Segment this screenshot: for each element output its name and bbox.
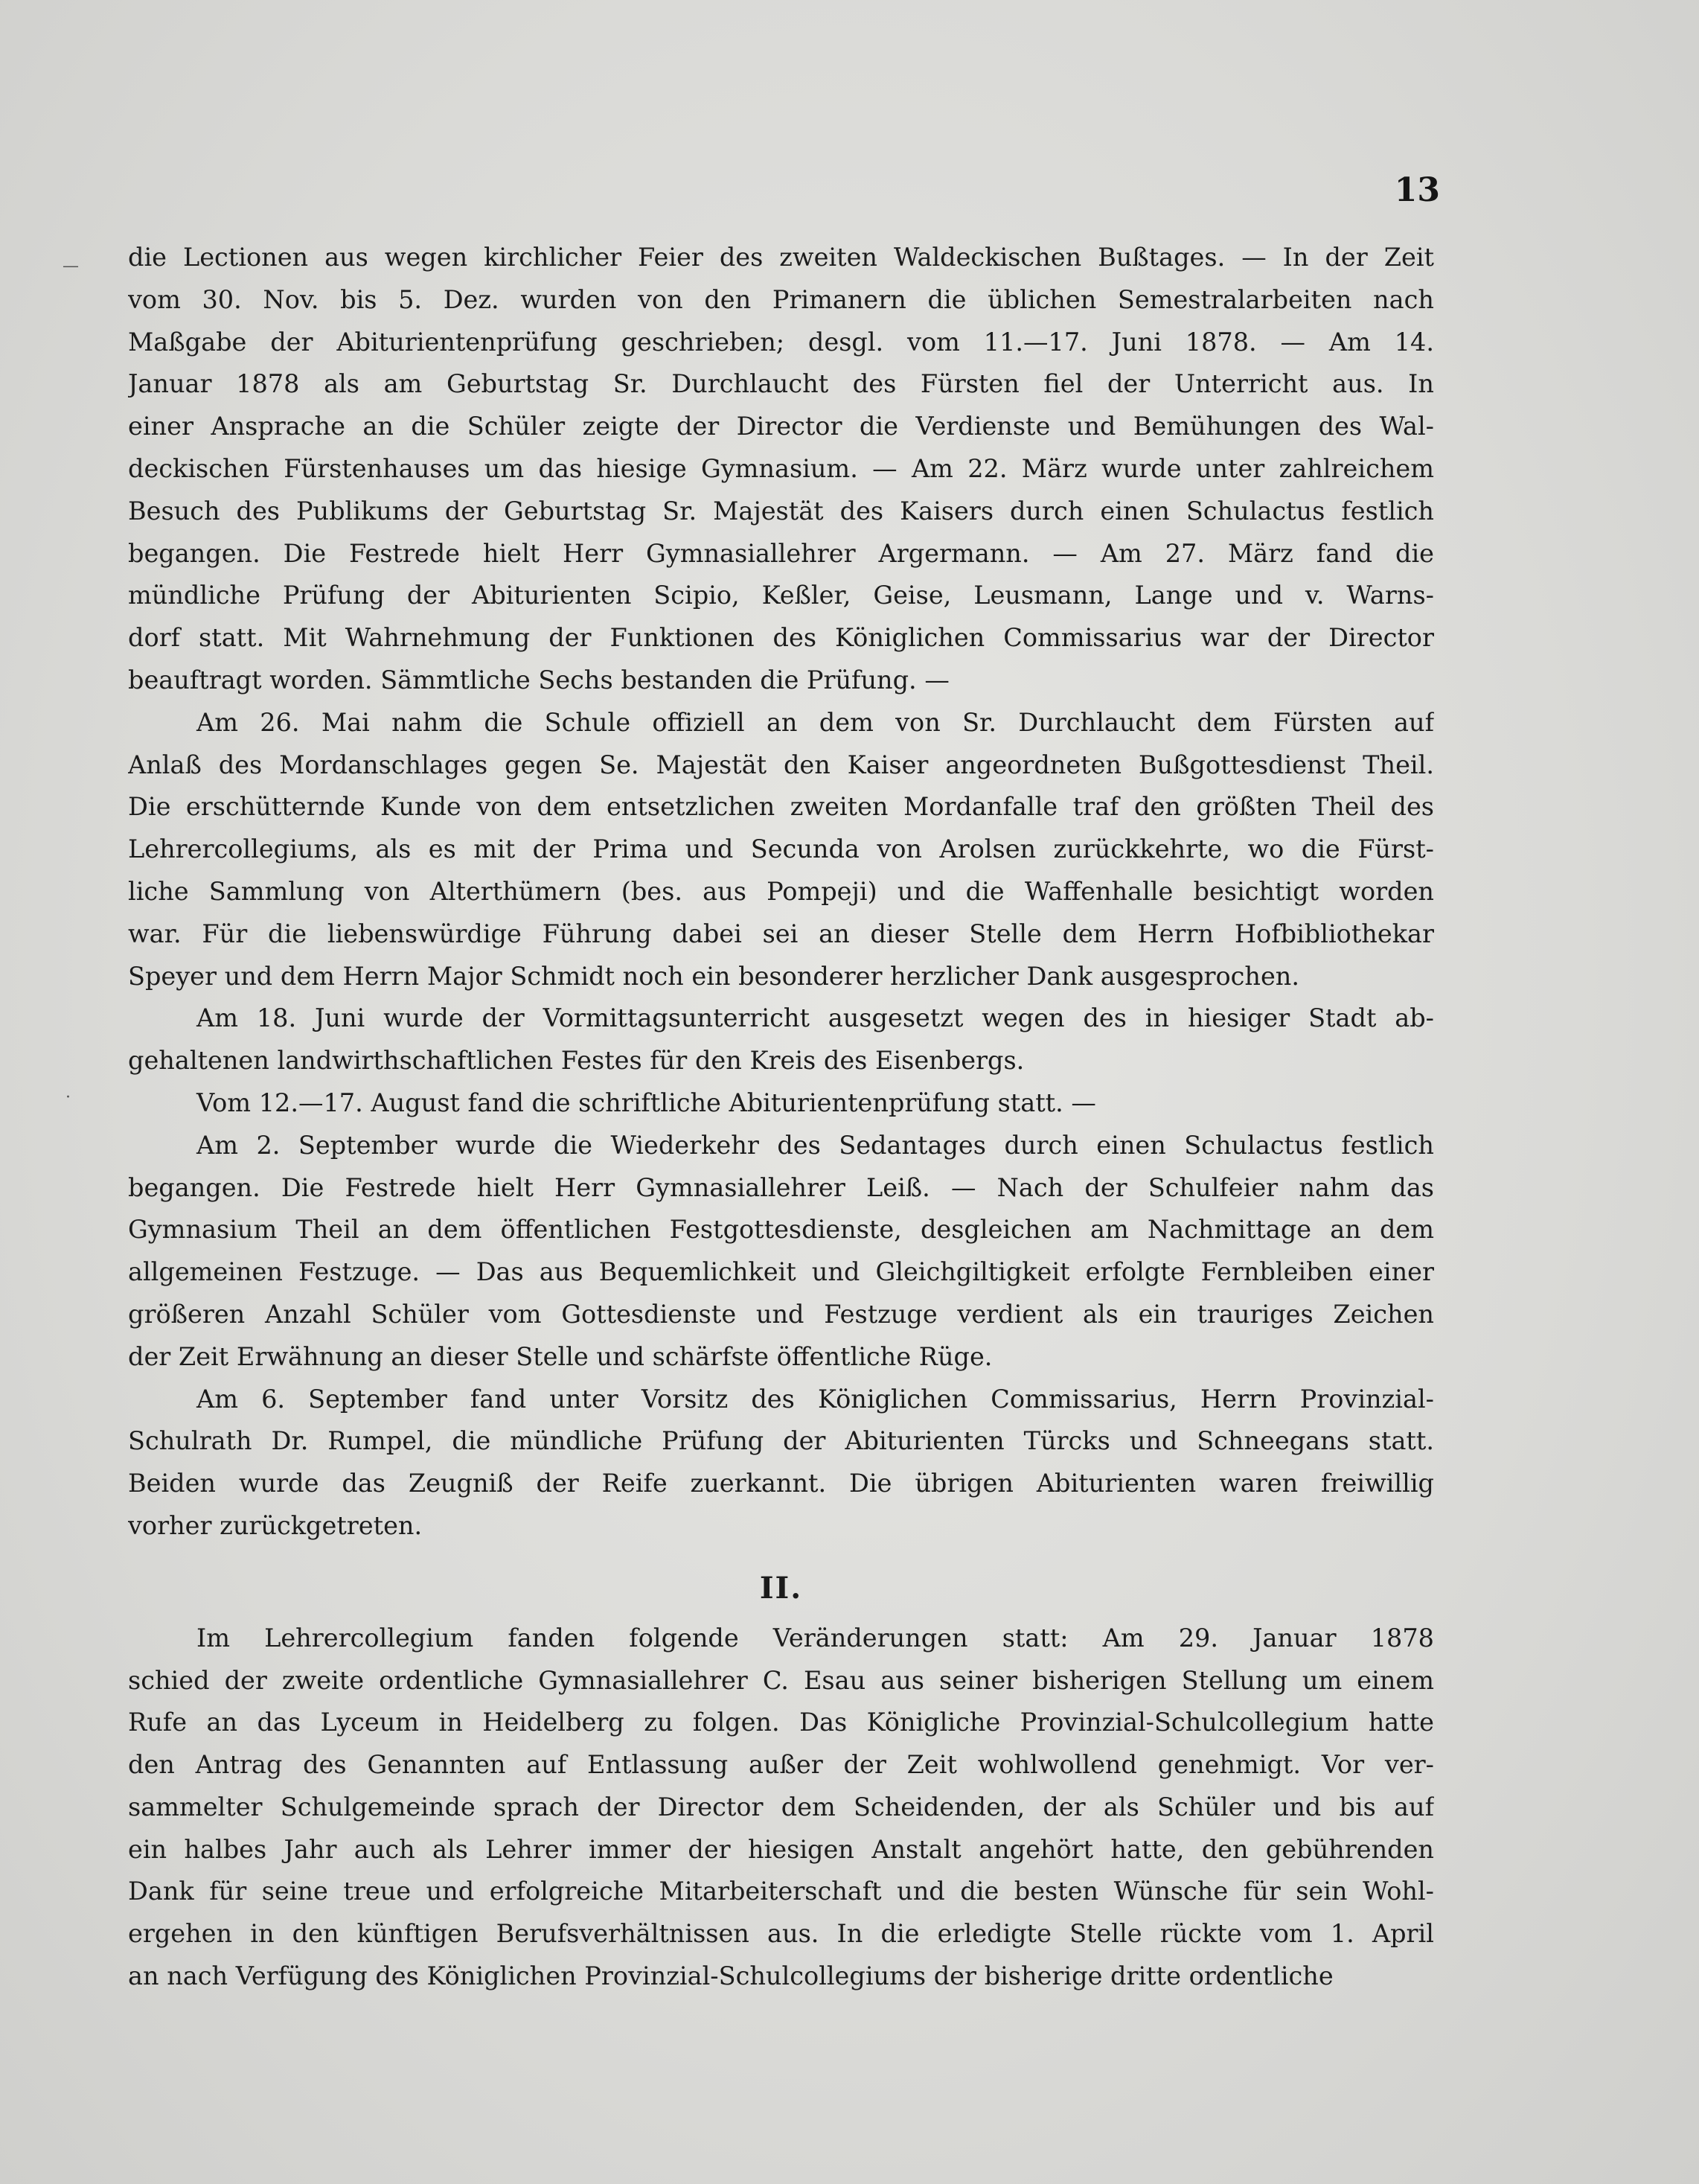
text-line: ergehen in den künftigen Berufsverhältnissen aus. In die erledigte Stelle rückte vom 1. April <box>128 1919 1434 1949</box>
text-line: war. Für die liebenswürdige Führung dabei sei an dieser Stelle dem Herrn Hofbibliothekar <box>128 919 1434 948</box>
text-line: sammelter Schulgemeinde sprach der Director dem Scheidenden, der als Schüler und bis auf <box>128 1792 1434 1821</box>
paragraph <box>128 1125 1434 1379</box>
text-line: Dank für seine treue und erfolgreiche Mitarbeiterschaft und die besten Wünsche für sein Wohl- <box>128 1877 1434 1906</box>
text-line: ein halbes Jahr auch als Lehrer immer der hiesigen Anstalt angehört hatte, den gebührenden <box>128 1834 1434 1864</box>
margin-mark: · <box>65 1088 71 1107</box>
paragraph <box>128 1618 1434 1998</box>
paragraph-group-before-heading <box>128 237 1434 1548</box>
text-line: den Antrag des Genannten auf Entlassung außer der Zeit wohlwollend genehmigt. Vor ver- <box>128 1750 1434 1780</box>
text-line: begangen. Die Festrede hielt Herr Gymnasiallehrer Leiß. — Nach der Schulfeier nahm das <box>128 1172 1434 1202</box>
text-line: allgemeinen Festzuge. — Das aus Bequemlichkeit und Gleichgiltigkeit erfolgte Fernbleiben einer <box>128 1257 1434 1287</box>
paragraph <box>128 1379 1434 1548</box>
text-line: vom 30. Nov. bis 5. Dez. wurden von den Primanern die üblichen Semestralarbeiten nach <box>128 284 1434 314</box>
text-line: Am 2. September wurde die Wiederkehr des Sedantages durch einen Schulactus festlich <box>196 1130 1434 1160</box>
text-line: einer Ansprache an die Schüler zeigte der Director die Verdienste und Bemühungen des Wal- <box>128 412 1434 441</box>
text-line: die Lectionen aus wegen kirchlicher Feier des zweiten Waldeckischen Bußtages. — In der Zeit <box>128 243 1434 272</box>
text-line: deckischen Fürstenhauses um das hiesige Gymnasium. — Am 22. März wurde unter zahlreichem <box>128 453 1434 483</box>
text-line: Im Lehrercollegium fanden folgende Veränderungen statt: Am 29. Januar 1878 <box>196 1623 1434 1653</box>
text-line: gehaltenen landwirthschaftlichen Festes für den Kreis des Eisenbergs. <box>128 1046 1025 1076</box>
text-line: Januar 1878 als am Geburtstag Sr. Durchlaucht des Fürsten fiel der Unterricht aus. In <box>128 369 1434 399</box>
text-line: liche Sammlung von Alterthümern (bes. aus Pompeji) und die Waffenhalle besichtigt worden <box>128 876 1434 906</box>
text-line: vorher zurückgetreten. <box>128 1510 423 1540</box>
text-line: schied der zweite ordentliche Gymnasiallehrer C. Esau aus seiner bisherigen Stellung um einem <box>128 1665 1434 1695</box>
text-line: begangen. Die Festrede hielt Herr Gymnasiallehrer Argermann. — Am 27. März fand die <box>128 538 1434 568</box>
text-line: Lehrercollegiums, als es mit der Prima und Secunda von Arolsen zurückkehrte, wo die Fürst- <box>128 834 1434 864</box>
text-line: beauftragt worden. Sämmtliche Sechs bestanden die Prüfung. — <box>128 665 950 695</box>
paragraph <box>128 702 1434 998</box>
section-heading: II. <box>759 1570 803 1606</box>
text-line: größeren Anzahl Schüler vom Gottesdienste und Festzuge verdient als ein trauriges Zeichen <box>128 1299 1434 1329</box>
text-line: Am 18. Juni wurde der Vormittagsunterricht ausgesetzt wegen des in hiesiger Stadt ab- <box>196 1003 1434 1033</box>
text-line: der Zeit Erwähnung an dieser Stelle und schärfste öffentliche Rüge. <box>128 1341 993 1371</box>
paragraph-group-after-heading <box>128 1618 1434 1998</box>
body-text <box>128 237 1434 1998</box>
text-line: Gymnasium Theil an dem öffentlichen Festgottesdienste, desgleichen am Nachmittage an dem <box>128 1215 1434 1245</box>
text-line: Anlaß des Mordanschlages gegen Se. Majestät den Kaiser angeordneten Bußgottesdienst Theil. <box>128 750 1434 779</box>
paragraph <box>128 237 1434 702</box>
paragraph <box>128 1082 1434 1125</box>
text-line: Die erschütternde Kunde von dem entsetzlichen zweiten Mordanfalle traf den größten Theil des <box>128 792 1434 822</box>
text-line: Speyer und dem Herrn Major Schmidt noch ein besonderer herzlicher Dank ausgesprochen. <box>128 961 1300 991</box>
text-line: Beiden wurde das Zeugniß der Reife zuerkannt. Die übrigen Abiturienten waren freiwillig <box>128 1469 1434 1498</box>
text-line: Maßgabe der Abiturientenprüfung geschrieben; desgl. vom 11.—17. Juni 1878. — Am 14. <box>128 327 1434 357</box>
text-line: Rufe an das Lyceum in Heidelberg zu folgen. Das Königliche Provinzial-Schulcollegium hatte <box>128 1708 1434 1737</box>
paragraph <box>128 997 1434 1082</box>
text-line: Vom 12.—17. August fand die schriftliche Abiturientenprüfung statt. — <box>196 1088 1096 1117</box>
text-line: mündliche Prüfung der Abiturienten Scipio, Keßler, Geise, Leusmann, Lange und v. Warns- <box>128 581 1434 610</box>
text-line: an nach Verfügung des Königlichen Provinzial-Schulcollegiums der bisherige dritte ordentliche <box>128 1961 1334 1991</box>
margin-mark: — <box>63 257 79 275</box>
text-line: Schulrath Dr. Rumpel, die mündliche Prüfung der Abiturienten Türcks und Schneegans statt. <box>128 1426 1434 1456</box>
text-line: Am 6. September fand unter Vorsitz des Königlichen Commissarius, Herrn Provinzial- <box>196 1384 1434 1414</box>
page-number: 13 <box>1394 171 1440 209</box>
text-line: Am 26. Mai nahm die Schule offiziell an dem von Sr. Durchlaucht dem Fürsten auf <box>196 707 1434 737</box>
text-line: Besuch des Publikums der Geburtstag Sr. Majestät des Kaisers durch einen Schulactus festlich <box>128 496 1434 526</box>
text-line: dorf statt. Mit Wahrnehmung der Funktionen des Königlichen Commissarius war der Director <box>128 623 1434 653</box>
